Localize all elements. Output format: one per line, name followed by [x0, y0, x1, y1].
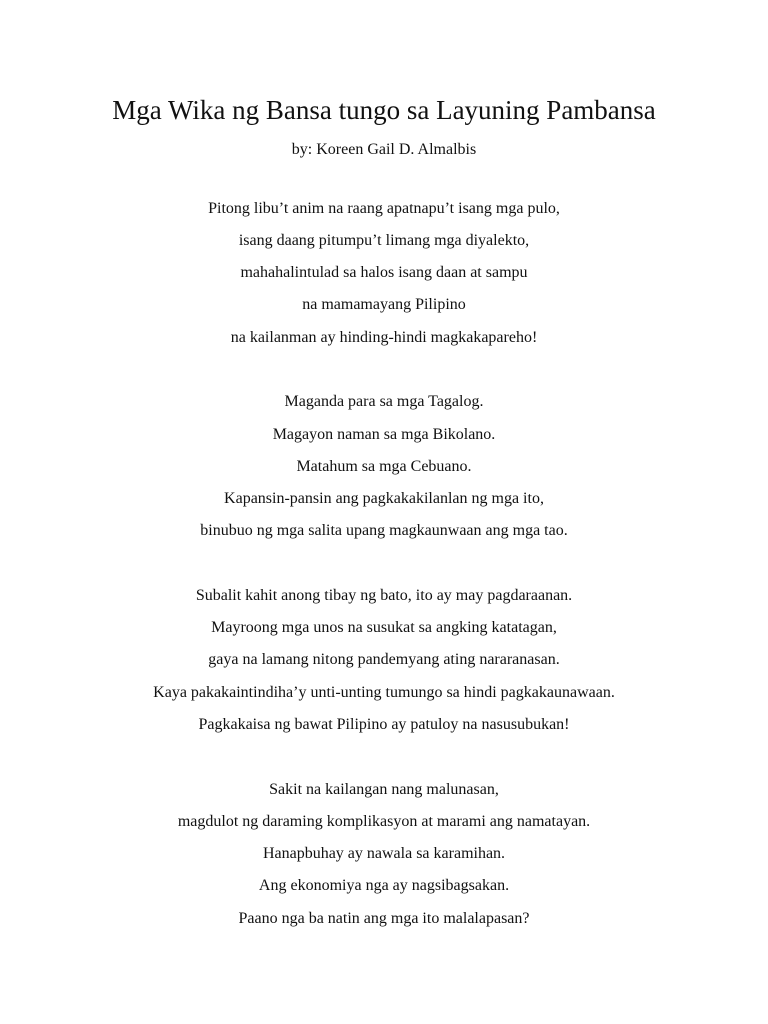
poem-line: Pagkakaisa ng bawat Pilipino ay patuloy na nasusubukan! — [198, 716, 570, 733]
poem-line: Ang ekonomiya nga ay nagsibagsakan. — [258, 877, 510, 894]
poem-line: gaya na lamang nitong pandemyang ating nararanasan. — [208, 651, 560, 668]
poem-line: Kapansin-pansin ang pagkakakilanlan ng mga ito, — [224, 490, 544, 507]
poem-title: Mga Wika ng Bansa tungo sa Layuning Pambansa — [112, 95, 656, 125]
poem-line: Mayroong mga unos na susukat sa angking katatagan, — [211, 619, 557, 636]
poem-byline: by: Koreen Gail D. Almalbis — [291, 141, 477, 158]
poem-line: Matahum sa mga Cebuano. — [296, 458, 472, 475]
poem-line: Magayon naman sa mga Bikolano. — [272, 426, 496, 443]
poem-line: na mamamayang Pilipino — [302, 296, 466, 313]
poem-line: Maganda para sa mga Tagalog. — [284, 393, 484, 410]
poem-line: Pitong libu’t anim na raang apatnapu’t isang mga pulo, — [208, 200, 560, 217]
poem-line: magdulot ng daraming komplikasyon at marami ang namatayan. — [177, 813, 591, 830]
poem-line: binubuo ng mga salita upang magkaunwaan ang mga tao. — [200, 522, 568, 539]
poem-line: Subalit kahit anong tibay ng bato, ito ay may pagdaraanan. — [195, 587, 573, 604]
poem-line: Kaya pakakaintindiha’y unti-unting tumungo sa hindi pagkakaunawaan. — [153, 684, 615, 701]
poem-line: Paano nga ba natin ang mga ito malalapasan? — [238, 910, 530, 927]
poem-line: na kailanman ay hinding-hindi magkakapareho! — [230, 329, 538, 346]
poem-line: mahahalintulad sa halos isang daan at sampu — [240, 264, 528, 281]
poem-line: Sakit na kailangan nang malunasan, — [269, 781, 499, 798]
poem-line: isang daang pitumpu’t limang mga diyalekto, — [238, 232, 530, 249]
poem-line: Hanapbuhay ay nawala sa karamihan. — [262, 845, 506, 862]
